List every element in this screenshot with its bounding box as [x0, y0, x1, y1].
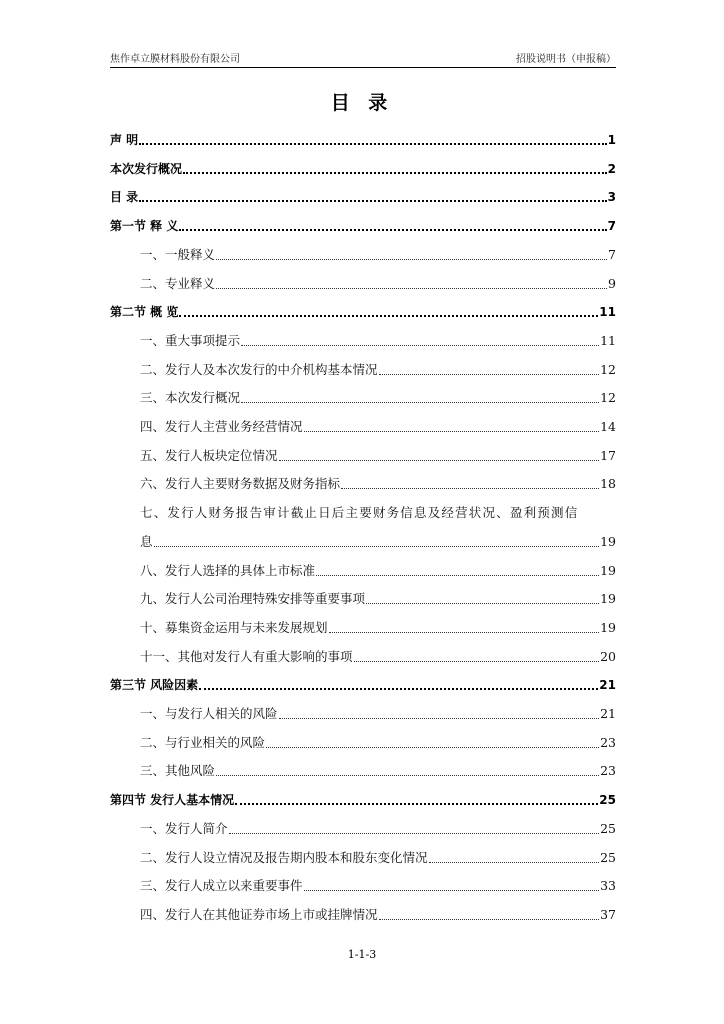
dot-leader	[216, 258, 607, 260]
toc-entry-page-number: 17	[600, 447, 616, 463]
toc-entry-page-number: 12	[600, 390, 616, 406]
toc-entry[interactable]	[110, 472, 616, 492]
toc-entry[interactable]	[110, 157, 616, 177]
dot-leader	[241, 401, 599, 403]
toc-entry-page-number: 19	[600, 533, 616, 549]
toc-entry[interactable]	[110, 530, 616, 550]
toc-entry-page-number: 23	[600, 734, 616, 750]
toc-entry[interactable]	[110, 817, 616, 837]
toc-entry-label: 二、与行业相关的风险	[140, 734, 266, 750]
dot-leader	[199, 687, 598, 690]
toc-entry[interactable]	[110, 702, 616, 722]
toc-entry-label: 十一、其他对发行人有重大影响的事项	[140, 648, 353, 664]
toc-entry[interactable]	[110, 759, 616, 779]
dot-leader	[179, 228, 606, 231]
toc-entry-label: 目 录	[110, 190, 139, 205]
toc-entry-label: 三、其他风险	[140, 763, 216, 779]
toc-entry-page-number: 21	[600, 706, 616, 721]
toc-entry-page-number: 19	[600, 591, 616, 607]
dot-leader	[216, 287, 607, 289]
dot-leader	[279, 717, 600, 719]
toc-entry[interactable]	[110, 358, 616, 378]
toc-entry-page-number: 21	[599, 678, 616, 693]
toc-entry[interactable]	[110, 645, 616, 665]
toc-entry[interactable]	[110, 846, 616, 866]
dot-leader	[304, 430, 600, 432]
toc-entry[interactable]	[110, 300, 616, 320]
toc-entry[interactable]	[110, 903, 616, 923]
toc-entry-page-number: 2	[607, 161, 616, 176]
toc-entry-label: 二、发行人及本次发行的中介机构基本情况	[140, 361, 378, 377]
toc-entry[interactable]	[110, 587, 616, 607]
toc-entry-label: 三、本次发行概况	[140, 390, 241, 406]
header-company-name: 焦作卓立膜材料股份有限公司	[110, 54, 240, 65]
toc-entry-page-number: 18	[600, 476, 616, 492]
toc-entry[interactable]	[110, 444, 616, 464]
toc-entry-label: 声 明	[110, 133, 139, 147]
toc-entry-page-number: 20	[600, 648, 616, 664]
dot-leader	[241, 344, 599, 346]
dot-leader	[216, 774, 599, 776]
toc-entry[interactable]	[110, 185, 616, 205]
toc-entry-label: 第二节 概 览	[110, 305, 179, 320]
toc-entry[interactable]	[110, 559, 616, 579]
page-number: 1-1-3	[347, 948, 377, 961]
dot-leader	[366, 602, 599, 604]
toc-entry[interactable]	[110, 616, 616, 636]
dot-leader	[229, 832, 600, 834]
toc-entry-page-number: 25	[599, 793, 616, 808]
toc-entry[interactable]	[110, 214, 616, 234]
dot-leader	[235, 802, 598, 805]
dot-leader	[379, 373, 600, 375]
toc-entry[interactable]	[110, 329, 616, 349]
dot-leader	[429, 861, 600, 863]
toc-entry-label: 四、发行人在其他证券市场上市或挂牌情况	[140, 906, 378, 922]
toc-entry-page-number: 14	[600, 419, 616, 434]
toc-entry-label: 一、发行人简介	[140, 820, 228, 836]
dot-leader	[139, 142, 606, 145]
dot-leader	[354, 660, 600, 662]
toc-entry-label: 九、发行人公司治理特殊安排等重要事项	[140, 591, 366, 607]
toc-entry-page-number: 11	[599, 305, 616, 320]
toc-entry-page-number: 12	[600, 361, 616, 377]
toc-entry[interactable]	[110, 386, 616, 406]
toc-entry[interactable]	[110, 415, 616, 435]
toc-entry-label: 三、发行人成立以来重要事件	[140, 878, 303, 894]
toc-entry-label: 十、募集资金运用与未来发展规划	[140, 619, 328, 635]
toc-entry-label: 一、一般释义	[140, 246, 216, 262]
dot-leader	[329, 631, 600, 633]
dot-leader	[341, 487, 599, 489]
toc-entry-label: 一、与发行人相关的风险	[140, 706, 278, 721]
toc-entry[interactable]	[110, 788, 616, 808]
header-divider	[110, 67, 616, 68]
page-title: 目 录	[330, 92, 394, 114]
toc-entry-page-number: 9	[608, 275, 616, 291]
toc-entry-label: 六、发行人主要财务数据及财务指标	[140, 476, 341, 492]
toc-entry-page-number: 25	[600, 849, 616, 865]
toc-entry[interactable]	[110, 673, 616, 693]
toc-entry-page-number: 25	[600, 820, 616, 836]
toc-entry-label: 本次发行概况	[110, 161, 183, 176]
toc-entry-label: 五、发行人板块定位情况	[140, 447, 278, 463]
toc-entry-page-number: 11	[600, 332, 616, 348]
dot-leader	[183, 171, 607, 174]
dot-leader	[279, 459, 600, 461]
toc-entry-page-number: 7	[607, 219, 616, 234]
dot-leader	[179, 314, 598, 317]
toc-entry[interactable]	[110, 243, 616, 263]
toc-entry-page-number: 3	[607, 190, 616, 205]
header-document-type: 招股说明书（申报稿）	[516, 54, 616, 65]
running-header	[110, 50, 616, 66]
toc-entry-label: 二、发行人设立情况及报告期内股本和股东变化情况	[140, 849, 428, 865]
dot-leader	[304, 889, 600, 891]
toc-entry-label: 八、发行人选择的具体上市标准	[140, 562, 316, 578]
dot-leader	[316, 574, 599, 576]
toc-entry[interactable]	[110, 128, 616, 148]
toc-entry-label: 二、专业释义	[140, 275, 216, 291]
dot-leader	[379, 918, 600, 920]
toc-entry-label: 第一节 释 义	[110, 219, 179, 234]
dot-leader	[139, 199, 606, 202]
toc-entry-label: 息	[140, 533, 153, 549]
toc-entry-page-number: 23	[600, 763, 616, 779]
toc-entry-page-number: 19	[600, 619, 616, 635]
toc-entry-page-number: 1	[607, 133, 616, 147]
dot-leader	[266, 746, 599, 748]
toc-entry[interactable]	[110, 874, 616, 894]
toc-entry-page-number: 19	[600, 562, 616, 578]
toc-entry-label: 第三节 风险因素	[110, 678, 199, 693]
toc-entry-label: 四、发行人主营业务经营情况	[140, 419, 303, 434]
toc-entry-page-number: 33	[600, 878, 616, 894]
toc-entry-label: 七、发行人财务报告审计截止日后主要财务信息及经营状况、盈利预测信	[140, 505, 579, 521]
dot-leader	[154, 545, 600, 547]
toc-entry[interactable]	[110, 501, 616, 521]
toc-entry-page-number: 7	[608, 246, 616, 262]
toc-entry[interactable]	[110, 731, 616, 751]
toc-entry-label: 第四节 发行人基本情况	[110, 793, 235, 808]
toc-entry[interactable]	[110, 272, 616, 292]
toc-entry-page-number: 37	[600, 906, 616, 922]
toc-entry-label: 一、重大事项提示	[140, 332, 241, 348]
